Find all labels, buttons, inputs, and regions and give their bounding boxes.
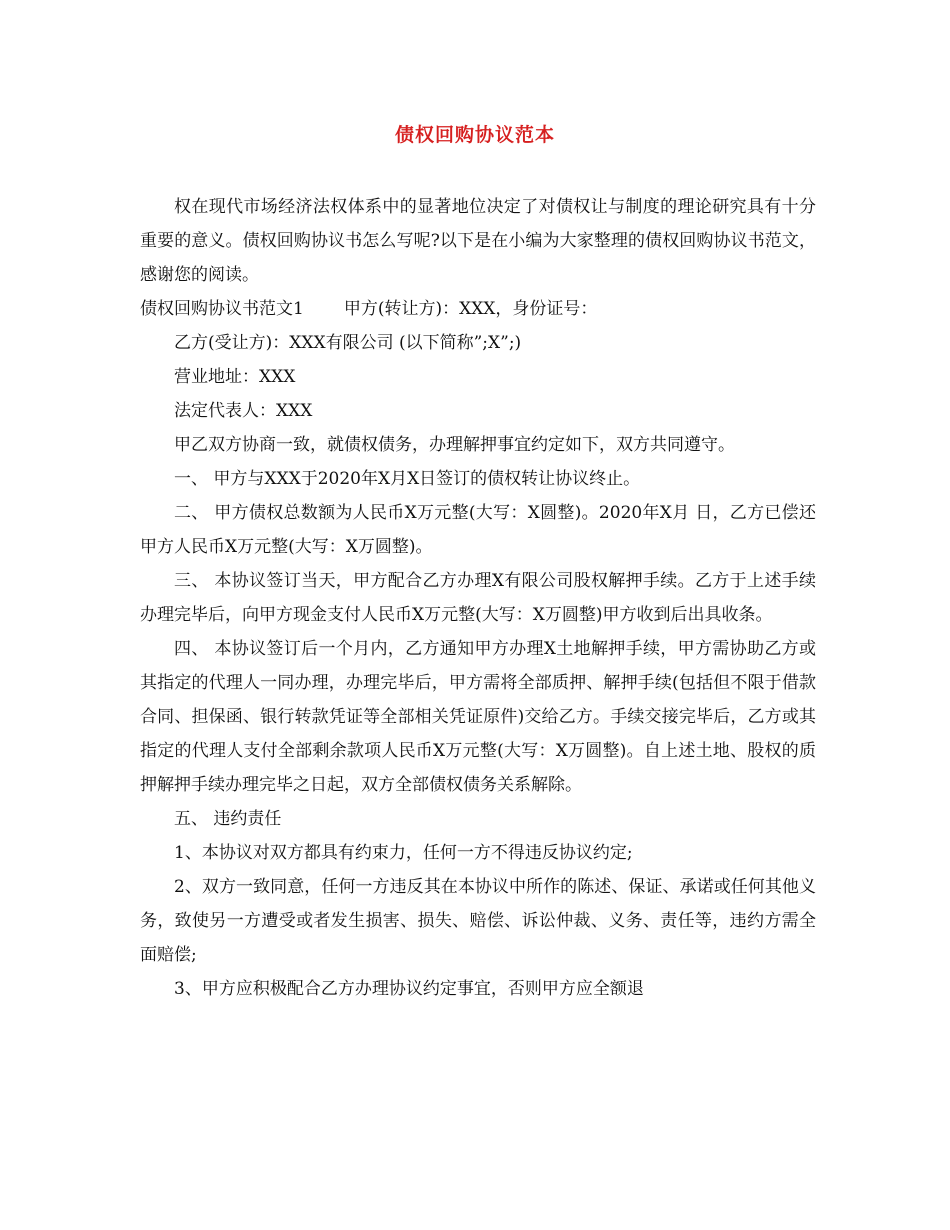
- paragraph-text: 甲方(转让方)：XXX，身份证号：: [343, 299, 598, 319]
- paragraph: 1、本协议对双方都具有约束力，任何一方不得违反协议约定;: [174, 843, 633, 863]
- paragraph: 三、 本协议签订当天，甲方配合乙方办理X有限公司股权解押手续。乙方于上述手续办理完毕后，向甲方现金支付人民币X万元整(大写：X万圆整)甲方收到后出具收条。: [140, 571, 816, 625]
- paragraph: 3、甲方应积极配合乙方办理协议约定事宜，否则甲方应全额退: [174, 979, 644, 999]
- paragraph: 一、 甲方与XXX于2020年X月X日签订的债权转让协议终止。: [174, 469, 641, 489]
- paragraph-lead: 债权回购协议书范文1: [140, 299, 304, 319]
- paragraph: 甲乙双方协商一致，就债权债务，办理解押事宜约定如下，双方共同遵守。: [174, 435, 735, 455]
- paragraph: 权在现代市场经济法权体系中的显著地位决定了对债权让与制度的理论研究具有十分重要的意义。债权回购协议书怎么写呢?以下是在小编为大家整理的债权回购协议书范文，感谢您的阅读。: [140, 197, 816, 285]
- paragraph: [140, 292, 816, 326]
- paragraph: 乙方(受让方)：XXX有限公司 (以下简称”;X”;): [174, 333, 522, 353]
- document-title: 债权回购协议范本: [394, 124, 555, 146]
- paragraph: 2、双方一致同意，任何一方违反其在本协议中所作的陈述、保证、承诺或任何其他义务，致使另一方遭受或者发生损害、损失、赔偿、诉讼仲裁、义务、责任等，违约方需全面赔偿;: [140, 877, 816, 965]
- paragraph: 营业地址：XXX: [174, 367, 296, 387]
- paragraph: 五、 违约责任: [174, 809, 282, 829]
- paragraph: 四、 本协议签订后一个月内，乙方通知甲方办理X土地解押手续，甲方需协助乙方或其指定的代理人一同办理，办理完毕后，甲方需将全部质押、解押手续(包括但不限于借款合同、担保函、银行转款凭证等全部相关凭证原件)交给乙方。手续交接完毕后，乙方或其指定的代理人支付全部剩余款项人民币X万元整(大写：X万圆整)。自上述土地、股权的质押解押手续办理完毕之日起，双方全部债权债务关系解除。: [140, 639, 816, 795]
- document-body: [140, 190, 816, 1006]
- paragraph: 二、 甲方债权总数额为人民币X万元整(大写：X圆整)。2020年X月 日，乙方已偿还甲方人民币X万元整(大写：X万圆整)。: [140, 503, 816, 557]
- paragraph: 法定代表人：XXX: [174, 401, 313, 421]
